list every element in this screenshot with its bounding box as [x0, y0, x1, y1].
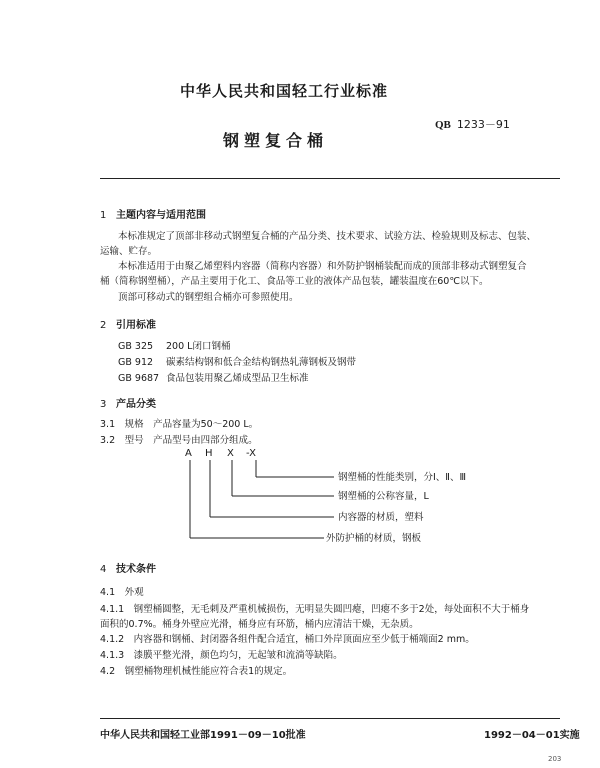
s1-p1-line1: 本标准规定了顶部非移动式钢塑复合桶的产品分类、技术要求、试验方法、检验规则及标志、包装、: [118, 231, 537, 242]
effective-date: 1992－04－01实施: [484, 730, 580, 741]
reference-code: GB 325: [118, 341, 154, 352]
clause-4-1-3: 4.1.3 漆膜平整光滑，颜色均匀，无起皱和流淌等缺陷。: [100, 650, 343, 661]
s1-p3: 顶部可移动式的钢塑组合桶亦可参照使用。: [118, 292, 299, 303]
model-legend-item: 外防护桶的材质，钢板: [326, 533, 422, 544]
model-letter: H: [205, 448, 213, 459]
footer-rule: [100, 718, 560, 719]
clause-4-1-1-line2: 面积的0.7%。桶身外壁应光滑，桶身应有环筋，桶内应清洁干燥，无杂质。: [100, 619, 419, 630]
section-3-number: 3: [100, 399, 107, 410]
section-3-title: 产品分类: [116, 399, 156, 410]
model-legend-item: 钢塑桶的公称容量，L: [338, 491, 429, 502]
model-letter: -X: [246, 448, 256, 459]
clause-4-1-2: 4.1.2 内容器和钢桶、封闭器各组件配合适宜，桶口外岸顶面应至少低于桶端面2 mm。: [100, 634, 475, 645]
model-legend-item: 钢塑桶的性能类别，分Ⅰ、Ⅱ、Ⅲ: [338, 472, 467, 483]
page-number: 203: [548, 755, 562, 763]
s1-p2-line1: 本标准适用于由聚乙烯塑料内容器（简称内容器）和外防护钢桶装配而成的顶部非移动式钢塑复合: [118, 261, 527, 272]
s1-p2-line2: 桶（简称钢塑桶），产品主要用于化工、食品等工业的液体产品包装，罐装温度在60℃以下。: [100, 276, 489, 287]
section-2-title: 引用标准: [116, 320, 156, 331]
reference-code: GB 912: [118, 357, 154, 368]
clause-4-2: 4.2 钢塑桶物理机械性能应符合表1的规定。: [100, 666, 293, 677]
reference-name: 200 L闭口钢桶: [166, 341, 231, 352]
model-legend-item: 内容器的材质，塑料: [338, 512, 424, 523]
clause-3-1: 3.1 规格 产品容量为50～200 L。: [100, 419, 259, 430]
approval-note: 中华人民共和国轻工业部1991－09－10批准: [100, 730, 306, 741]
model-letter: X: [227, 448, 234, 459]
reference-name: 碳素结构钢和低合金结构钢热轧薄钢板及钢带: [166, 357, 357, 368]
model-letter: A: [185, 448, 192, 459]
reference-name: 食品包装用聚乙烯成型品卫生标准: [166, 373, 309, 384]
code-prefix: QB: [435, 119, 451, 131]
section-4-heading: [100, 560, 156, 575]
section-1-title: 主题内容与适用范围: [116, 210, 206, 221]
issuer-title: 中华人民共和国轻工行业标准: [180, 82, 389, 100]
section-4-number: 4: [100, 564, 107, 575]
section-1-number: 1: [100, 210, 107, 221]
s1-p1-line2: 运输、贮存。: [100, 246, 158, 257]
document-title: 钢塑复合桶: [223, 131, 329, 150]
section-4-title: 技术条件: [116, 564, 156, 575]
reference-code: GB 9687: [118, 373, 160, 384]
section-2-number: 2: [100, 320, 107, 331]
code-number: 1233－91: [456, 118, 510, 131]
clause-4-1-1-line1: 4.1.1 钢塑桶圆整，无毛刺及严重机械损伤，无明显失圆凹瘪，凹瘪不多于2处，每处面积不大于桶身: [100, 604, 530, 615]
clause-4-1: 4.1 外观: [100, 587, 144, 598]
clause-3-2: 3.2 型号 产品型号由四部分组成。: [100, 435, 258, 446]
